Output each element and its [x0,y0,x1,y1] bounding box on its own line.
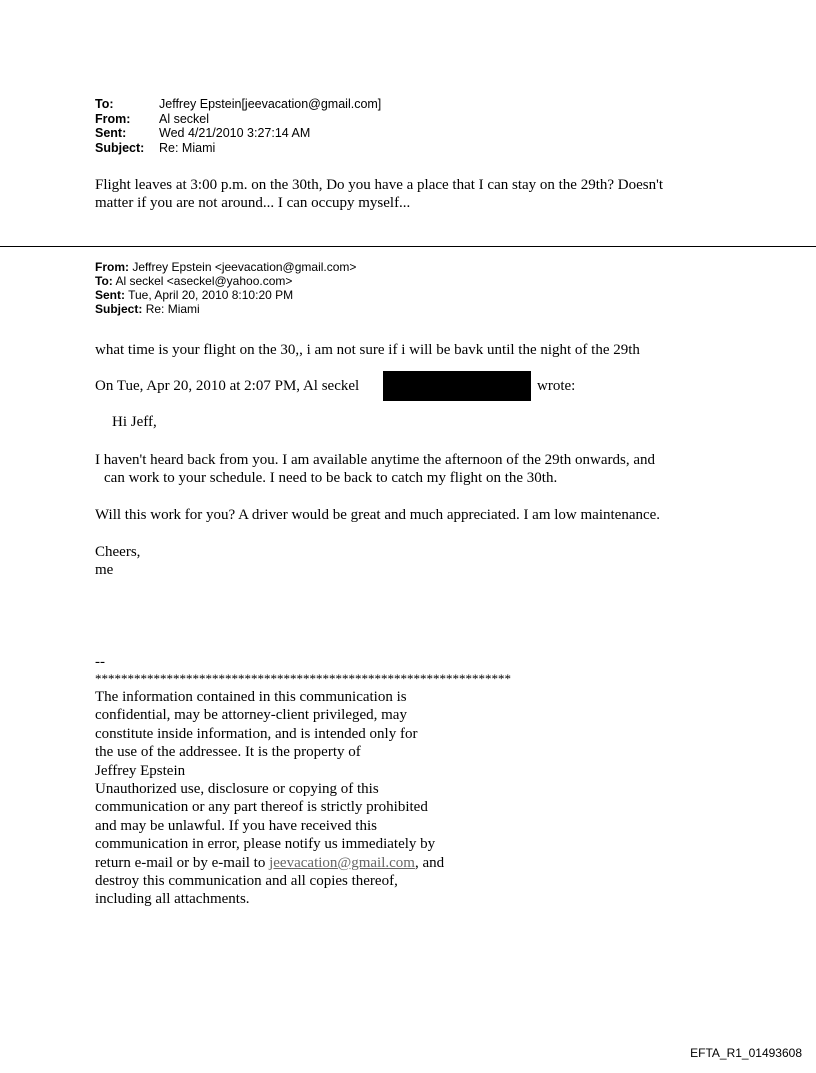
to-value: Al seckel <aseckel@yahoo.com> [115,274,293,288]
disclaimer-line: including all attachments. [95,891,250,908]
sent-label: Sent: [95,126,127,141]
disclaimer-line: and may be unlawful. If you have received this [95,817,377,834]
disclaimer-line: communication in error, please notify us immediately by [95,836,436,853]
document-id: EFTA_R1_01493608 [690,1046,802,1060]
disclaimer-dashes: -- [95,654,105,670]
divider [0,246,816,247]
to-label: To: [95,97,114,111]
para2: Will this work for you? A driver would be great and much appreciated. I am low maintenance. [95,507,661,523]
sent-value: Tue, April 20, 2010 8:10:20 PM [128,288,294,302]
disclaimer-return-line [95,854,444,872]
disclaimer-line: confidential, may be attorney-client privileged, may [95,707,407,724]
disclaimer-line: Unauthorized use, disclosure or copying of this [95,781,379,798]
disclaimer-line: The information contained in this communication is [95,689,407,705]
greeting: Hi Jeff, [112,414,157,430]
return-prefix: return e-mail or by e-mail to [95,854,270,871]
para1-line2: can work to your schedule. I need to be back to catch my flight on the 30th. [104,470,558,486]
quote-intro: On Tue, Apr 20, 2010 at 2:07 PM, Al seckel [95,378,360,394]
from-value: Al seckel [159,111,210,126]
return-suffix: , and [414,854,445,871]
disclaimer-line: communication or any part thereof is strictly prohibited [95,799,428,816]
quote-wrote: wrote: [537,378,576,394]
redaction-box [383,371,531,401]
reply-line: what time is your flight on the 30,, i am not sure if i will be bavk until the night of the 29th [95,342,640,358]
body-line: matter if you are not around... I can occupy myself... [95,195,411,211]
disclaimer-line: the use of the addressee. It is the property of [95,744,361,761]
disclaimer-line: destroy this communication and all copies thereof, [95,873,398,890]
email-link[interactable]: jeevacation@gmail.com [269,854,415,871]
email-body-1 [95,176,795,212]
to-value: Jeffrey Epstein[jeevacation@gmail.com] [159,97,382,111]
disclaimer-stars: **************************************************************** [95,671,511,686]
closing: Cheers, [95,544,141,560]
from-label: From: [95,111,131,126]
from-value: Jeffrey Epstein <jeevacation@gmail.com> [132,260,357,274]
body-line: Flight leaves at 3:00 p.m. on the 30th, Do you have a place that I can stay on the 29th? Doesn't [95,177,663,193]
email-header-2 [95,260,356,316]
subject-label: Subject: [95,302,143,316]
to-label: To: [95,274,113,288]
sent-label: Sent: [95,288,125,302]
sent-value: Wed 4/21/2010 3:27:14 AM [159,126,311,141]
disclaimer-text [95,688,444,909]
subject-value: Re: Miami [145,302,200,316]
subject-value: Re: Miami [159,140,216,155]
disclaimer-line: constitute inside information, and is intended only for [95,725,418,742]
signature: me [95,562,114,578]
email-header-1 [95,97,381,155]
subject-label: Subject: [95,140,145,155]
para1-line1: I haven't heard back from you. I am available anytime the afternoon of the 29th onwards, and [95,452,656,468]
disclaimer-line: Jeffrey Epstein [95,762,186,779]
from-label: From: [95,260,129,274]
